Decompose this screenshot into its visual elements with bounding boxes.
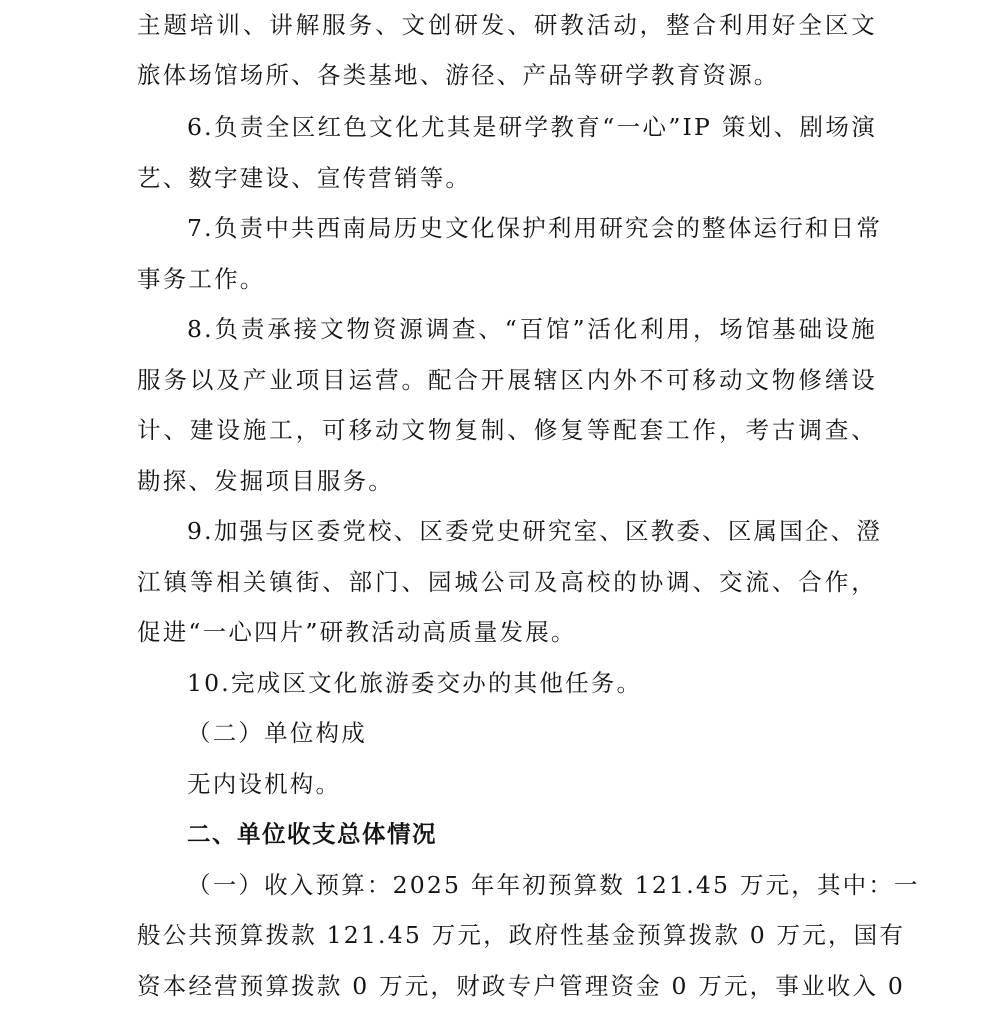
text-line: 6.负责全区红色文化尤其是研学教育“一心”IP 策划、剧场演 <box>187 113 877 141</box>
text-line: 服务以及产业项目运营。配合开展辖区内外不可移动文物修缮设 <box>137 366 877 394</box>
text-line: 8.负责承接文物资源调查、“百馆”活化利用，场馆基础设施 <box>187 315 877 343</box>
text-line: 促进“一心四片”研教活动高质量发展。 <box>137 618 577 646</box>
text-line: 艺、数字建设、宣传营销等。 <box>137 164 472 192</box>
section-subheading: （二）单位构成 <box>187 719 367 747</box>
text-line: 主题培训、讲解服务、文创研发、研教活动，整合利用好全区文 <box>137 11 877 39</box>
text-line: 无内设机构。 <box>187 770 342 798</box>
text-line: 般公共预算拨款 121.45 万元，政府性基金预算拨款 0 万元，国有 <box>137 921 906 949</box>
text-line: 事务工作。 <box>137 265 266 293</box>
text-line: 计、建设施工，可移动文物复制、修复等配套工作，考古调查、 <box>137 416 877 444</box>
section-heading: 二、单位收支总体情况 <box>187 820 437 848</box>
text-line: 勘探、发掘项目服务。 <box>137 467 394 495</box>
text-line: 7.负责中共西南局历史文化保护利用研究会的整体运行和日常 <box>187 214 883 242</box>
text-line: （一）收入预算：2025 年年初预算数 121.45 万元，其中：一 <box>187 871 920 899</box>
text-line: 资本经营预算拨款 0 万元，财政专户管理资金 0 万元，事业收入 0 <box>137 972 906 1000</box>
text-line: 9.加强与区委党校、区委党史研究室、区教委、区属国企、澄 <box>187 517 883 545</box>
text-line: 10.完成区文化旅游委交办的其他任务。 <box>187 669 643 697</box>
text-line: 旅体场馆场所、各类基地、游径、产品等研学教育资源。 <box>137 61 780 89</box>
text-line: 江镇等相关镇街、部门、园城公司及高校的协调、交流、合作， <box>137 568 877 596</box>
